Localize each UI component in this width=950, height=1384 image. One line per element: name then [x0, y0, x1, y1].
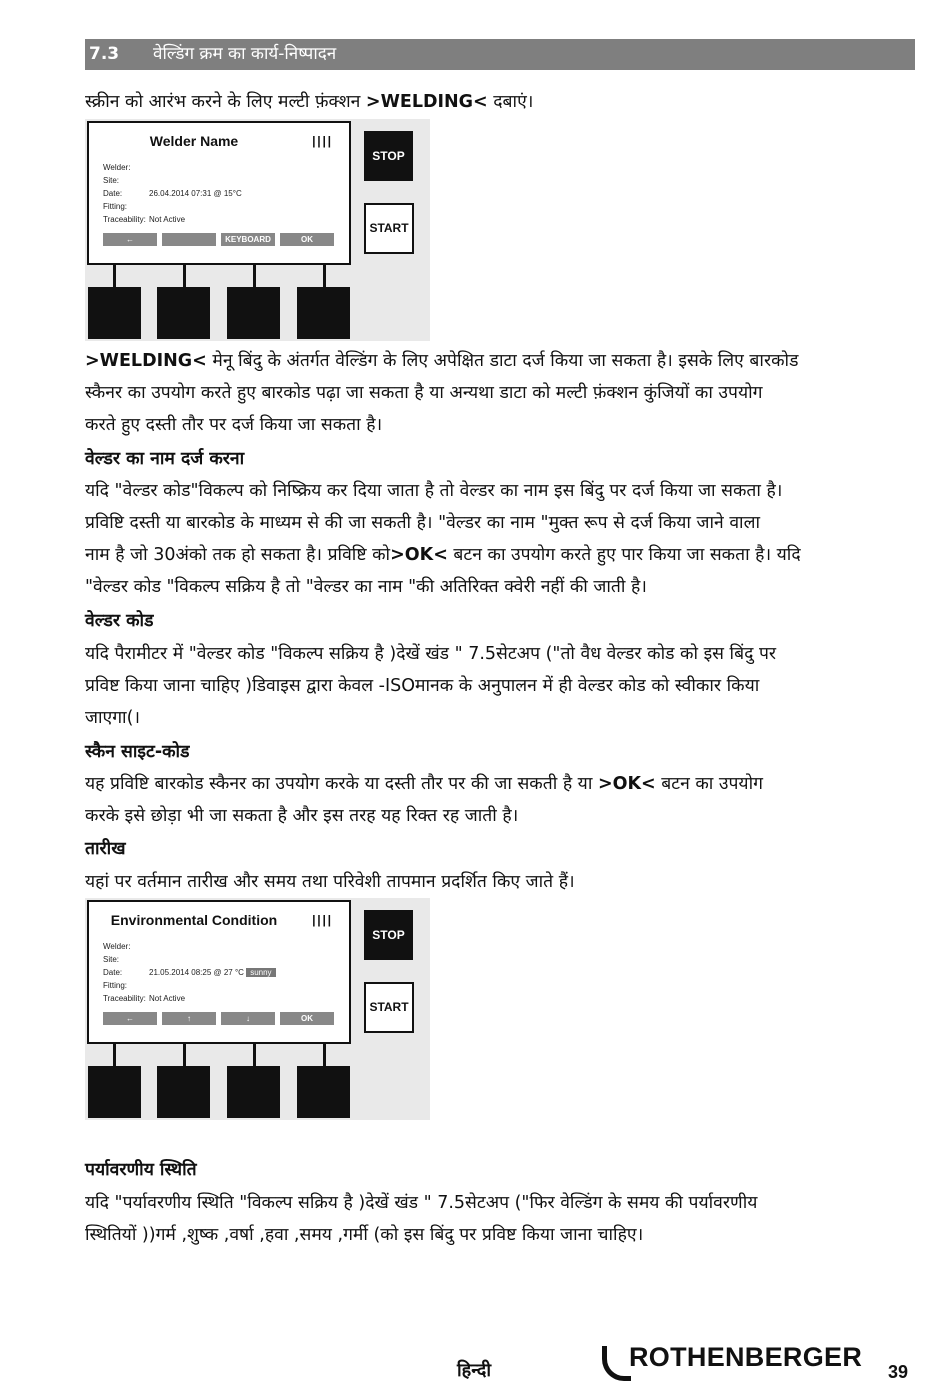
function-key-1	[88, 1066, 141, 1118]
site-code-paragraph: यह प्रविष्टि बारकोड स्कैनर का उपयोग करके या दस्ती तौर पर की जा सकती है या >OK< बटन का उपयोग करके इसे छोड़ा भी जा सकता है और इस तरह यह रिक्त रह जाती है।	[85, 774, 763, 826]
function-key-2	[157, 287, 210, 339]
weather-tag: sunny	[246, 968, 275, 977]
barcode-icon: ||||	[310, 914, 331, 928]
device-screen	[87, 121, 351, 265]
section-header	[85, 39, 915, 70]
start-button: START	[364, 982, 414, 1033]
softkey-labels	[103, 233, 335, 247]
softkey-ok: OK	[280, 1012, 334, 1025]
function-key-4	[297, 1066, 350, 1118]
screen-fields: Welder: Site: Date: 21.05.2014 08:25 @ 27 °C sunny Fitting: Traceability: Not Active	[103, 940, 276, 1005]
rothenberger-logo	[602, 1342, 862, 1382]
intro-paragraph: स्क्रीन को आरंभ करने के लिए मल्टी फ़ंक्शन >WELDING< दबाएं।	[85, 92, 534, 112]
stop-button: STOP	[364, 910, 413, 960]
screen-title: Welder Name	[149, 133, 239, 149]
welding-paragraph: >WELDING< मेनू बिंदु के अंतर्गत वेल्डिंग के लिए अपेक्षित डाटा दर्ज किया जा सकता है। इसके लिए बारकोड स्कैनर का उपयोग करते हुए बारकोड पढ़ा जा सकता है या अन्यथा डाटा को मल्टी फ़ंक्शन कुंजियों का उपयोग करते हुए दस्ती तौर पर दर्ज किया जा सकता है।	[85, 351, 799, 435]
screen-title: Environmental Condition	[110, 912, 278, 928]
start-button: START	[364, 203, 414, 254]
welder-name-paragraph: यदि "वेल्डर कोड"विकल्प को निष्क्रिय कर दिया जाता है तो वेल्डर का नाम इस बिंदु पर दर्ज किया जा सकता है। प्रविष्टि दस्ती या बारकोड के माध्यम से की जा सकती है। "वेल्डर का नाम "मुक्त रूप से दर्ज किया जाने वाला नाम है जो 30अंको तक हो सकता है। प्रविष्टि को>OK< बटन का उपयोग करते हुए पार किया जा सकता है। यदि "वेल्डर कोड "विकल्प सक्रिय है तो "वेल्डर का नाम "की अतिरिक्त क्वेरी नहीं की जाती है।	[85, 481, 801, 597]
softkey-ok: OK	[280, 233, 334, 246]
heading-date: तारीख	[85, 839, 126, 859]
section-number: 7.3	[89, 44, 120, 64]
heading-site-code: स्कैन साइट-कोड	[85, 742, 190, 762]
function-key-1	[88, 287, 141, 339]
softkey-back: ←	[103, 233, 157, 246]
softkey-up: ↑	[162, 1012, 216, 1025]
softkey-down: ↓	[221, 1012, 275, 1025]
heading-welder-name: वेल्डर का नाम दर्ज करना	[85, 449, 245, 469]
footer-language: हिन्दी	[457, 1360, 492, 1381]
date-paragraph: यहां पर वर्तमान तारीख और समय तथा परिवेशी तापमान प्रदर्शित किए जाते हैं।	[85, 872, 575, 892]
function-key-3	[227, 287, 280, 339]
logo-mark-icon	[602, 1346, 631, 1381]
screen-fields: Welder: Site: Date: 26.04.2014 07:31 @ 15°C Fitting: Traceability: Not Active	[103, 163, 242, 224]
softkey-keyboard: KEYBOARD	[221, 233, 275, 246]
stop-button: STOP	[364, 131, 413, 181]
welder-device-figure-1	[85, 119, 430, 341]
section-title: वेल्डिंग क्रम का कार्य-निष्पादन	[153, 44, 337, 64]
softkey-blank	[162, 233, 216, 246]
function-key-3	[227, 1066, 280, 1118]
softkey-labels	[103, 1012, 335, 1026]
softkey-back: ←	[103, 1012, 157, 1025]
heading-welder-code: वेल्डर कोड	[85, 611, 154, 631]
barcode-icon: ||||	[310, 135, 331, 149]
page-number: 39	[888, 1362, 909, 1382]
welder-device-figure-2	[85, 898, 430, 1120]
function-key-2	[157, 1066, 210, 1118]
welder-code-paragraph: यदि पैरामीटर में "वेल्डर कोड "विकल्प सक्रिय है )देखें खंड " 7.5सेटअप ("तो वैध वेल्डर कोड को इस बिंदु पर प्रविष्ट किया जाना चाहिए )डिवाइस द्वारा केवल -ISOमानक के अनुपालन में ही वेल्डर कोड को स्वीकार किया जाएगा(।	[85, 644, 777, 728]
logo-text: ROTHENBERGER	[629, 1342, 863, 1372]
environment-paragraph: यदि "पर्यावरणीय स्थिति "विकल्प सक्रिय है )देखें खंड " 7.5सेटअप ("फिर वेल्डिंग के समय की पर्यावरणीय स्थितियों ))गर्म ,शुष्क ,वर्षा ,हवा ,समय ,गर्मी (को इस बिंदु पर प्रविष्ट किया जाना चाहिए।	[85, 1193, 758, 1245]
heading-environment: पर्यावरणीय स्थिति	[85, 1160, 197, 1180]
function-key-4	[297, 287, 350, 339]
device-screen	[87, 900, 351, 1044]
